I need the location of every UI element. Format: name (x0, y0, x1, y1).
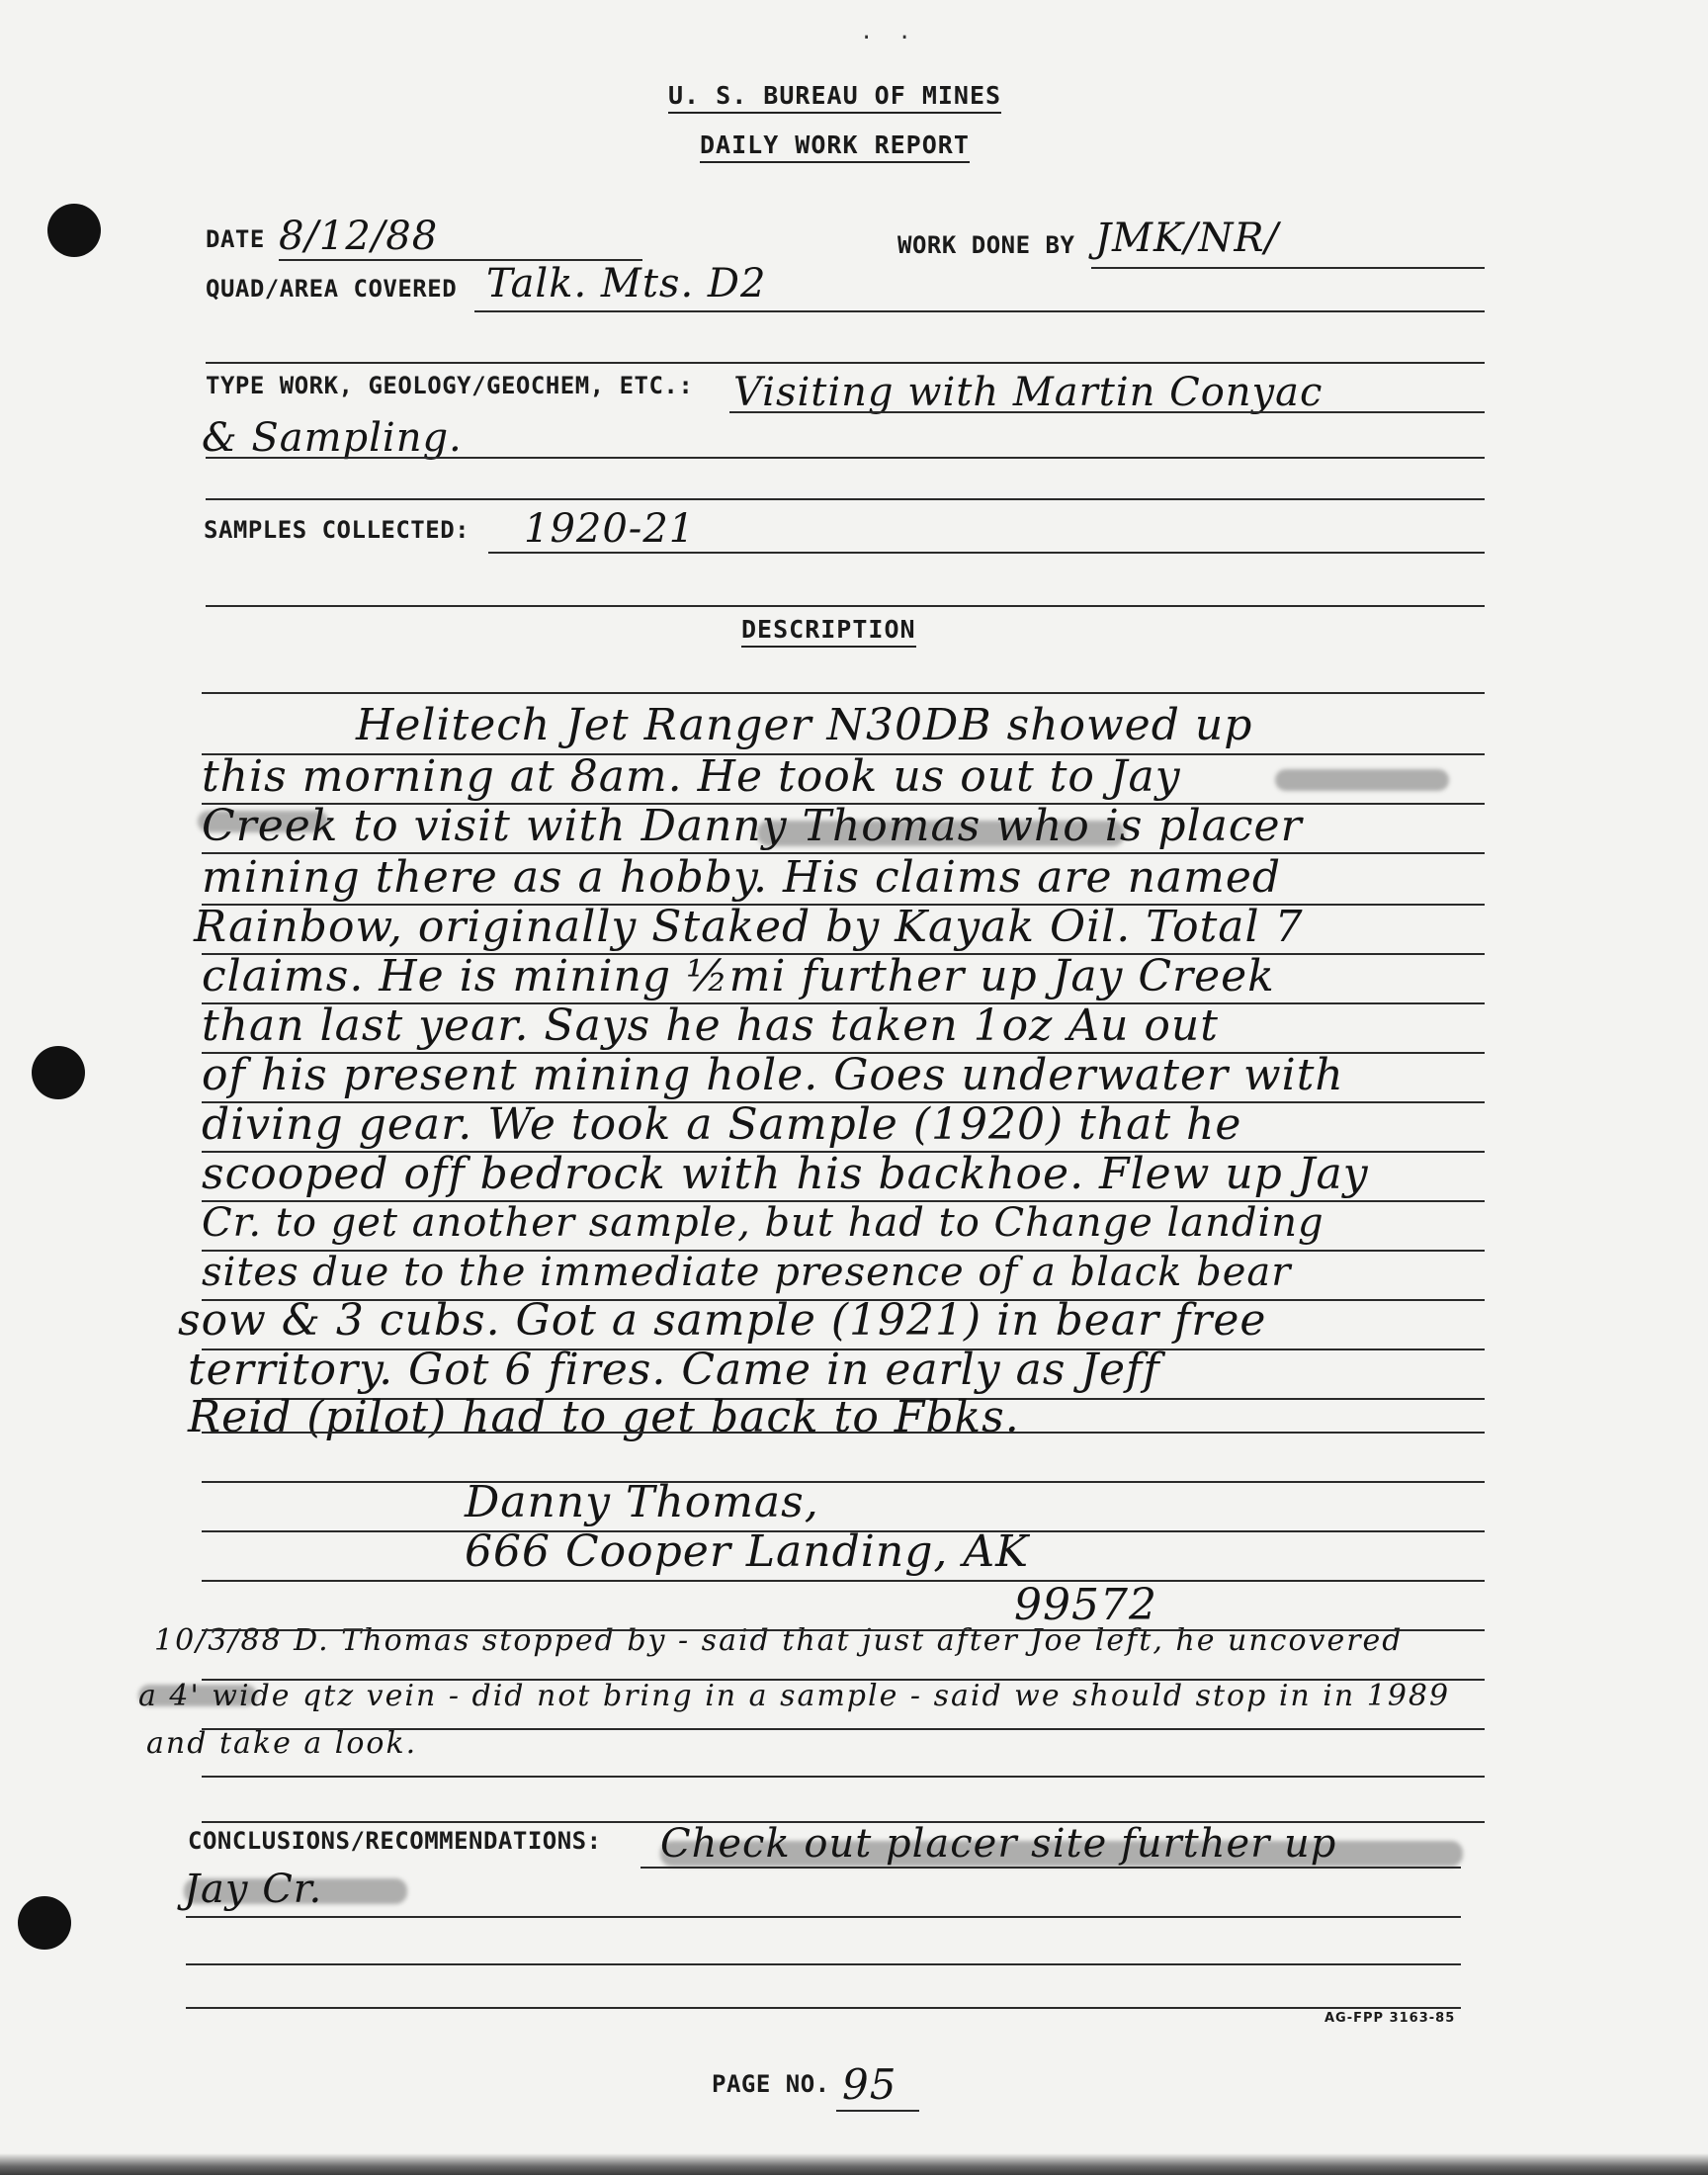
page-number-value: 95 (842, 2060, 897, 2109)
page-number-label: PAGE NO. (712, 2070, 830, 2098)
followup-line-2: a 4' wide qtz vein - did not bring in a sample - said we should stop in in 1989 (138, 1679, 1451, 1713)
desc-line-19 (202, 1629, 1485, 1631)
samples-label: SAMPLES COLLECTED: (204, 516, 470, 544)
desc-line-18 (202, 1580, 1485, 1582)
address-zip: 99572 (1014, 1580, 1157, 1630)
samples-value: 1920-21 (524, 506, 696, 552)
followup-line-3: and take a look. (146, 1726, 418, 1761)
page-number-line (836, 2110, 919, 2112)
desc-text-1: Helitech Jet Ranger N30DB showed up (356, 700, 1253, 750)
conclusions-rule-3 (186, 1963, 1461, 1965)
desc-line-22 (202, 1776, 1485, 1778)
conclusions-line-2: Jay Cr. (184, 1867, 323, 1912)
blank-line-3 (206, 605, 1485, 607)
type-work-value-line2: & Sampling. (202, 415, 463, 461)
type-work-label: TYPE WORK, GEOLOGY/GEOCHEM, ETC.: (206, 372, 694, 399)
conclusions-rule-1 (640, 1867, 1461, 1869)
form-number: AG-FPP 3163-85 (1324, 2011, 1456, 2026)
work-done-by-line (1091, 267, 1485, 269)
type-work-line-2 (206, 457, 1485, 459)
desc-text-14: territory. Got 6 fires. Came in early as Jeff (188, 1345, 1160, 1395)
desc-text-9: diving gear. We took a Sample (1920) that he (202, 1099, 1242, 1150)
desc-text-10: scooped off bedrock with his backhoe. Flew up Jay (202, 1149, 1369, 1199)
desc-line-16 (202, 1481, 1485, 1483)
type-work-line-1 (729, 411, 1485, 413)
blank-line-1 (206, 362, 1485, 364)
scan-specks: · · (860, 26, 917, 50)
punch-hole-bottom (18, 1896, 71, 1950)
type-work-value-line1: Visiting with Martin Conyac (733, 370, 1324, 415)
desc-text-2: this morning at 8am. He took us out to Jay (202, 751, 1181, 802)
desc-line-15 (202, 1432, 1485, 1434)
address-street: 666 Cooper Landing, AK (465, 1526, 1029, 1577)
quad-value: Talk. Mts. D2 (486, 261, 767, 306)
desc-line-20 (202, 1679, 1485, 1681)
work-done-by-value: JMK/NR/ (1095, 216, 1279, 261)
desc-text-6: claims. He is mining ½mi further up Jay Creek (202, 951, 1275, 1001)
quad-line (474, 310, 1485, 312)
followup-line-1: 10/3/88 D. Thomas stopped by - said that just after Joe left, he uncovered (154, 1623, 1404, 1658)
conclusions-rule-2 (186, 1916, 1461, 1918)
desc-text-11: Cr. to get another sample, but had to Change landing (202, 1200, 1324, 1246)
description-heading: DESCRIPTION (741, 615, 916, 648)
work-done-by-label: WORK DONE BY (897, 231, 1075, 259)
report-title: U. S. BUREAU OF MINES (668, 81, 1001, 114)
date-label: DATE (206, 225, 265, 253)
conclusions-rule-4 (186, 2007, 1461, 2009)
desc-line-0 (202, 692, 1485, 694)
desc-text-13: sow & 3 cubs. Got a sample (1921) in bear free (178, 1295, 1267, 1346)
report-subtitle: DAILY WORK REPORT (700, 130, 970, 163)
desc-text-4: mining there as a hobby. His claims are named (202, 852, 1282, 903)
desc-text-3: Creek to visit with Danny Thomas who is placer (202, 801, 1303, 851)
scan-edge-shadow (0, 2153, 1708, 2175)
desc-line-17 (202, 1530, 1485, 1532)
quad-label: QUAD/AREA COVERED (206, 275, 458, 303)
desc-text-8: of his present mining hole. Goes underwater with (202, 1050, 1344, 1100)
desc-text-12: sites due to the immediate presence of a black bear (202, 1250, 1292, 1295)
conclusions-label: CONCLUSIONS/RECOMMENDATIONS: (188, 1827, 602, 1855)
punch-hole-middle (32, 1046, 85, 1099)
punch-hole-top (47, 204, 101, 257)
address-name: Danny Thomas, (465, 1477, 819, 1527)
samples-line (488, 552, 1485, 554)
desc-text-15: Reid (pilot) had to get back to Fbks. (188, 1392, 1020, 1442)
date-value: 8/12/88 (279, 214, 439, 259)
desc-line-21 (202, 1728, 1485, 1730)
desc-text-5: Rainbow, originally Staked by Kayak Oil. Total 7 (194, 902, 1304, 952)
blank-line-2 (206, 498, 1485, 500)
conclusions-line-1: Check out placer site further up (660, 1821, 1337, 1867)
highlight-jay (1275, 769, 1449, 791)
desc-text-7: than last year. Says he has taken 1oz Au out (202, 1000, 1219, 1051)
